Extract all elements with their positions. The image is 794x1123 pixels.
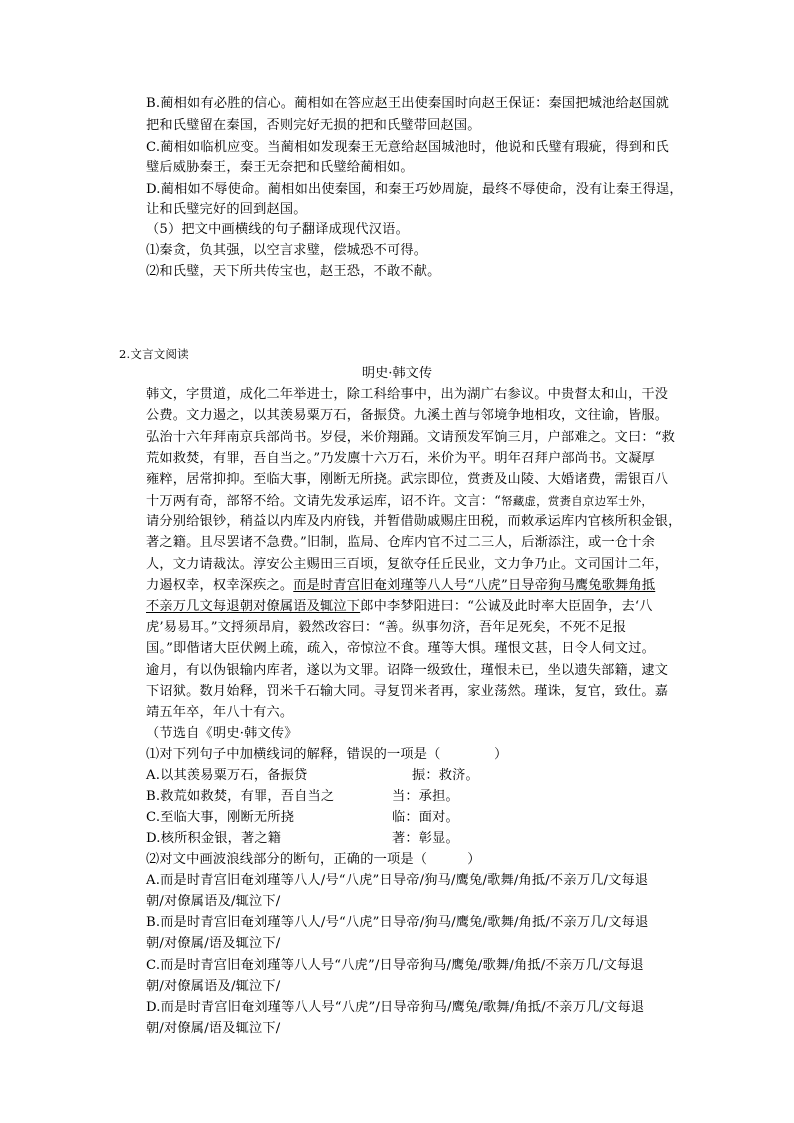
underlined-sentence-1: 而是时青宫旧奄刘瑾等八人号“八虎”日导帝狗马鹰兔歌舞角抵 [293,578,656,593]
q1-option-b [146,787,334,807]
q1-option-gloss: 当：承担。 [392,789,459,804]
passage-line-14: 逾月，有以伪银输内库者，遂以为文罪。诏降一级致仕，瑾恨未已，坐以遗失部籍，逮文 [146,663,669,678]
option-d-line-2: 让和氏璧完好的回到赵国。 [146,202,307,217]
question-1: ⑴对下列句子中加横线词的解释，错误的一项是（ ） [146,747,508,762]
q2-option-b-line-1: B.而是时青宫旧奄刘瑾等八人/号“八虎”日导帝/狗马/鹰兔/歌舞/角抵/不亲万几/文每退 [146,915,649,930]
passage-line-8: 著之籍。且尽罢诸不急费。”旧制，监局、仓库内官不过二三人，后渐添注，或一仓十余 [146,535,656,550]
option-b-line-1: B.蔺相如有必胜的信心。蔺相如在答应赵王出使秦国时向赵王保证：秦国把城池给赵国就 [146,96,670,111]
passage-line-1: 韩文，字贯道，成化二年举进士，除工科给事中，出为湖广右参议。中贵督太和山，干没 [146,387,669,402]
q1-option-text: D.核所积金银，著之籍 [146,831,282,846]
passage-line-4: 荒如救焚，有罪，吾自当之。”乃发廪十六万石，米价为平。明年召拜户部尚书。文凝厚 [146,451,656,466]
question-5-item-1: ⑴秦贪，负其强，以空言求璧，偿城恐不可得。 [146,243,428,258]
section-heading: 2.文言文阅读 [119,347,189,361]
q1-option-d [146,829,281,849]
passage-line-3: 弘治十六年拜南京兵部尚书。岁侵，米价翔踊。文请预发军饷三月，户部难之。文曰：“救 [146,430,676,445]
q1-option-text: A.以其羡易粟万石，备振贷 [146,768,308,783]
q2-option-b-line-2: 朝/对僚属/语及辄泣下/ [146,936,281,951]
q2-option-a-line-1: A.而是时青宫旧奄刘瑾等八人/号“八虎”日导帝/狗马/鹰兔/歌舞/角抵/不亲万几/文每退 [146,873,649,888]
q2-option-d-line-2: 朝/对僚属/语及辄泣下/ [146,1021,281,1036]
passage-line-15: 下诏狱。数月始释，罚米千石输大同。寻复罚米者再，家业荡然。瑾诛，复官，致仕。嘉 [146,684,669,699]
q2-option-c-line-1: C.而是时青宫旧奄刘瑾等八人号“八虎”/日导帝狗马/鹰兔/歌舞/角抵/不亲万几/文每退 [146,958,644,973]
q1-option-a [146,766,307,786]
underlined-sentence-2: 不亲万几文每退朝对僚属语及辄泣下 [146,599,361,614]
passage-line-6 [146,491,653,512]
option-c-line-1: C.蔺相如临机应变。当蔺相如发现秦王无意给赵国城池时，他说和氏璧有瑕疵，得到和氏 [146,140,669,155]
q2-option-c-line-2: 朝/对僚属语及/辄泣下/ [146,979,281,994]
passage-line-2: 公费。文力遏之，以其羡易粟万石，备振贷。九溪土酋与邻境争地相攻，文往谕，皆服。 [146,408,669,423]
passage-line-13: 国。”即偕诸大臣伏阙上疏，疏入，帝惊泣不食。瑾等大惧。瑾恨文甚，日令人伺文过。 [146,641,656,656]
question-5: （5）把文中画横线的句子翻译成现代汉语。 [146,222,409,237]
q1-option-gloss: 振：救济。 [412,768,479,783]
option-c-line-2: 璧后威胁秦王，秦王无奈把和氏璧给蔺相如。 [146,160,414,175]
q1-option-text: C.至临大事，刚断无所挠 [146,810,295,825]
passage-line-10 [146,576,655,596]
question-5-item-2: ⑵和氏璧，天下所共传宝也，赵王恐，不敢不献。 [146,264,441,279]
passage-line-6-b: 帑藏虚，赏赉自京边军士外， [501,494,654,508]
q1-option-text: B.救荒如救焚，有罪，吾自当之 [146,789,335,804]
q1-option-gloss: 著：彰显。 [392,831,459,846]
passage-source: （节选自《明史·韩文传》 [146,726,298,741]
passage-line-6-a: 十万两有奇，部帑不给。文请先发承运库，诏不许。文言：“ [146,494,502,509]
passage-line-11 [146,597,653,617]
question-2: ⑵对文中画波浪线部分的断句，正确的一项是（ ） [146,852,481,867]
passage-line-11-b: 郎中李梦阳进曰：“公诚及此时率大臣固争，去‘八 [360,599,653,614]
option-b-line-2: 把和氏璧留在秦国，否则完好无损的把和氏璧带回赵国。 [146,118,481,133]
passage-line-5: 雍粹，居常抑抑。至临大事，刚断无所挠。武宗即位，赏赉及山陵、大婚诸费，需银百八 [146,472,669,487]
passage-line-10-a: 力遏权幸，权幸深疾之。 [146,578,294,593]
passage-line-9: 人，文力请裁汰。淳安公主赐田三百顷，复欲夺任丘民业，文力争乃止。文司国计二年， [146,557,669,572]
q1-option-gloss: 临：面对。 [392,810,459,825]
option-d-line-1: D.蔺相如不辱使命。蔺相如出使秦国，和秦王巧妙周旋，最终不辱使命，没有让秦王得逞， [146,182,683,197]
q2-option-a-line-2: 朝/对僚属语及/辄泣下/ [146,894,281,909]
passage-line-7: 请分别给银钞，稍益以内库及内府钱，并暂借勋戚赐庄田税，而敕承运库内官核所积金银， [146,514,682,529]
q2-option-d-line-1: D.而是时青宫旧奄刘瑾等八人号“八虎”/日导帝狗马/鹰兔/歌舞/角抵/不亲万几/文每退 [146,1000,645,1015]
passage-line-16: 靖五年卒，年八十有六。 [146,705,294,720]
passage-line-12: 虎’易易耳。”文捋须昂肩，毅然改容曰：“善。纵事勿济，吾年足死矣，不死不足报 [146,620,627,635]
q1-option-c [146,808,294,828]
passage-title: 明史·韩文传 [361,366,433,381]
